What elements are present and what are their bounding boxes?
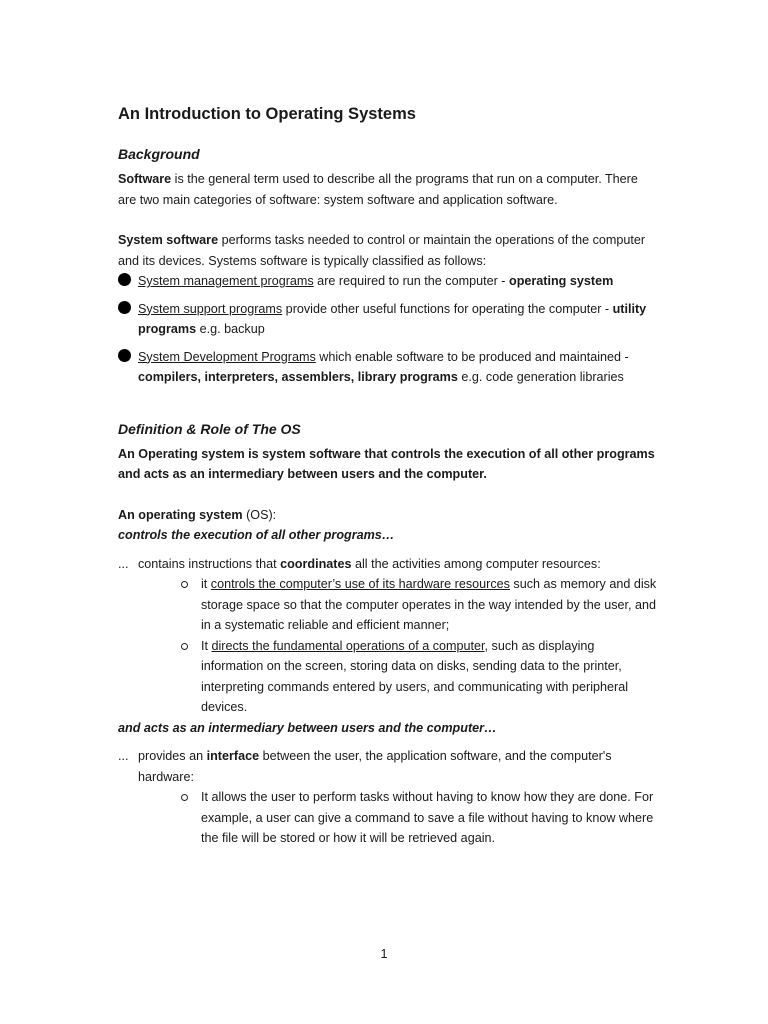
part1-lead-rest: all the activities among computer resources:: [351, 556, 601, 571]
software-definition-text: is the general term used to describe all the programs that run on a computer. There are two main categories of software: system software and application software.: [118, 172, 638, 207]
category-description: which enable software to be produced and maintained -: [315, 349, 629, 364]
os-definition-statement: An Operating system is system software that controls the execution of all other programs and acts as an intermediary between users and the computer.: [118, 446, 655, 481]
bullet-dot-icon: [118, 273, 131, 286]
system-software-categories-list: [118, 271, 658, 388]
part2-lead-rest: between the user, the application software, and the computer's hardware:: [138, 749, 612, 784]
part2-sublist: [181, 787, 658, 849]
system-software-paragraph: [118, 230, 658, 271]
bullet-dot-icon: [118, 301, 131, 314]
circle-bullet-icon: [181, 581, 188, 588]
system-software-text: performs tasks needed to control or maintain the operations of the computer and its devices. Systems software is typically classified as follows:: [118, 233, 646, 268]
circle-bullet-icon: [181, 643, 188, 650]
category-example: operating system: [509, 274, 614, 288]
sub-item-text: such as memory and disk storage space so that the computer operates in the way intended by the user, and in a systematic reliable and efficient manner;: [201, 577, 657, 632]
page-content: [118, 102, 658, 849]
sub-item-key-phrase: directs the fundamental operations of a computer: [211, 638, 485, 653]
list-item: [118, 347, 658, 388]
list-item: [181, 636, 658, 718]
list-item: [118, 271, 658, 292]
sub-item-text: It allows the user to perform tasks without having to know how they are done. For example, a user can give a command to save a file without having to know where the file will be stored or how it will be retrieved again.: [201, 790, 654, 845]
definition-heading: Definition & Role of The OS: [118, 420, 301, 437]
os-abbreviation: (OS):: [242, 507, 277, 522]
category-description: provide other useful functions for operating the computer -: [282, 301, 613, 316]
bullet-dot-icon: [118, 349, 131, 362]
list-item: [118, 299, 658, 340]
software-definition-paragraph: [118, 169, 658, 210]
category-name: System management programs: [138, 274, 314, 288]
category-tail: e.g. code generation libraries: [457, 370, 624, 384]
part1-lead-keyword: coordinates: [280, 556, 352, 571]
background-heading: Background: [118, 146, 200, 162]
ellipsis-marker: ...: [118, 749, 129, 763]
part1-title: controls the execution of all other programs…: [118, 528, 395, 542]
ellipsis-marker: ...: [118, 556, 129, 571]
category-name: System support programs: [138, 301, 283, 316]
page-number: 1: [380, 947, 388, 961]
part1-lead-text: contains instructions that: [138, 556, 281, 571]
list-item: [181, 574, 658, 636]
document-title: An Introduction to Operating Systems: [118, 105, 416, 123]
system-software-term: System software: [118, 233, 219, 247]
category-name: System Development Programs: [138, 349, 316, 364]
category-description: are required to run the computer -: [313, 274, 509, 288]
part1-sublist: [181, 574, 658, 718]
software-term: Software: [118, 172, 172, 186]
category-example: utility programs: [138, 301, 647, 336]
sub-item-text: , such as displaying information on the screen, storing data on disks, sending data to the printer, interpreting commands entered by users, and communicating with peripheral devices.: [201, 638, 629, 714]
sub-item-key-phrase: controls the computer’s use of its hardware resources: [210, 577, 510, 591]
sub-item-prefix: it: [201, 577, 211, 591]
part2-title: and acts as an intermediary between users and the computer…: [118, 720, 497, 735]
category-tail: e.g. backup: [196, 322, 265, 336]
part2-lead-keyword: interface: [206, 749, 260, 763]
list-item: [181, 787, 658, 849]
part1-lead: [118, 554, 658, 575]
os-label-line: [118, 505, 658, 526]
part2-lead: [118, 746, 658, 787]
part2-lead-text: provides an: [138, 749, 207, 763]
sub-item-prefix: It: [201, 638, 212, 653]
category-example: compilers, interpreters, assemblers, library programs: [138, 370, 458, 384]
circle-bullet-icon: [181, 794, 188, 801]
os-label: An operating system: [118, 507, 243, 522]
